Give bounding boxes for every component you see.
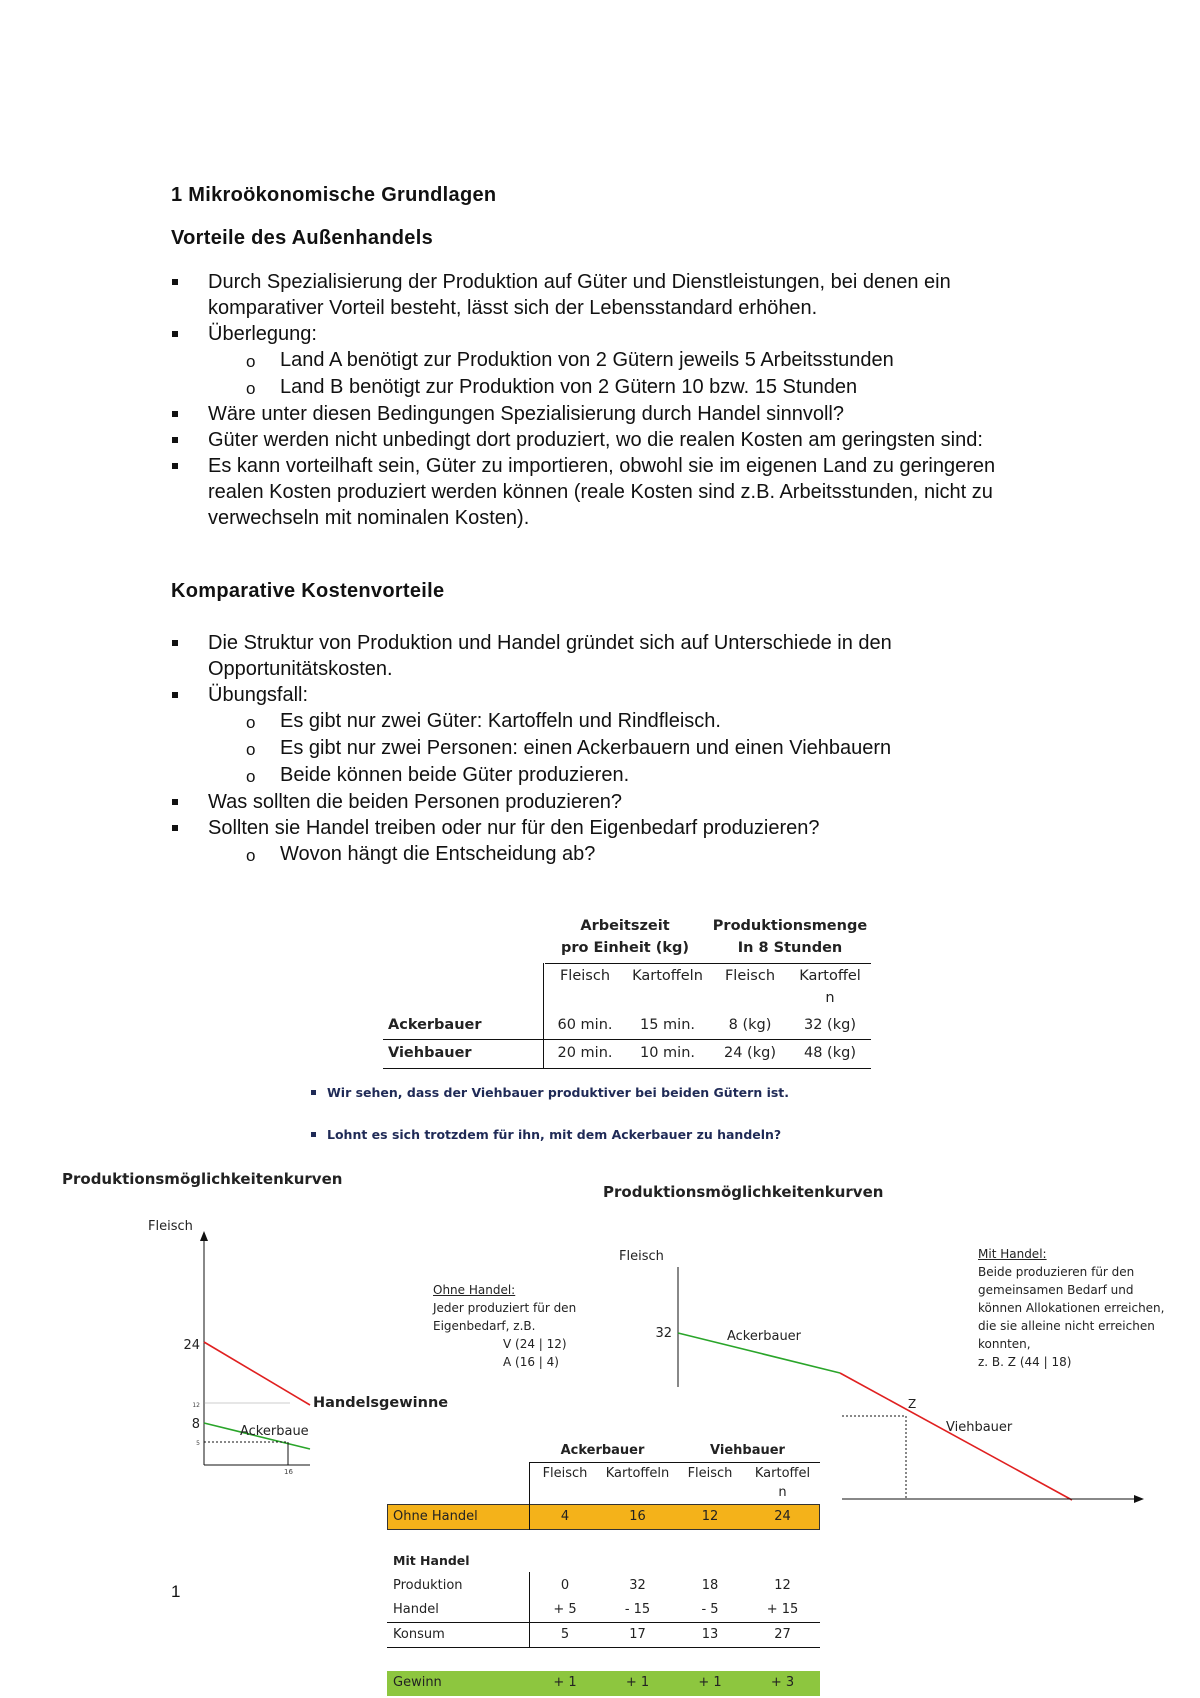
table-cell: 60 min. [557, 1017, 613, 1033]
note-title: Mit Handel: [978, 1247, 1047, 1261]
table-group-header: Viehbauer [710, 1443, 785, 1458]
table-cell: 20 min. [557, 1045, 613, 1061]
table-group-header: Arbeitszeit [580, 918, 670, 934]
table-cell: + 1 [625, 1675, 650, 1690]
table-cell: 15 min. [639, 1017, 695, 1033]
row-label: Konsum [393, 1627, 445, 1642]
sub-bullet-item: o Es gibt nur zwei Personen: einen Ackerbauern und einen Viehbauern [171, 735, 1051, 762]
y-tick-label: 12 [192, 1402, 200, 1409]
row-label: Viehbauer [388, 1045, 472, 1061]
bullet-item: Sollten sie Handel treiben oder nur für den Eigenbedarf produzieren? [171, 815, 1051, 841]
table-cell: 4 [560, 1509, 570, 1524]
table-cell: - 5 [701, 1602, 719, 1617]
annotation-handelsgewinne: Handelsgewinne [313, 1395, 449, 1411]
y-tick-label: 5 [196, 1440, 200, 1447]
table-cell: + 5 [553, 1602, 577, 1617]
table-cell: 13 [701, 1627, 719, 1642]
sub-bullet-item: o Land A benötigt zur Produktion von 2 Gütern jeweils 5 Arbeitsstunden [171, 347, 1051, 374]
table-cell: 12 [701, 1509, 719, 1524]
table-cell: 0 [560, 1578, 570, 1593]
table-cell: 17 [629, 1627, 646, 1642]
mit-handel-label: Mit Handel [393, 1553, 470, 1568]
series-label-ackerbauer: Ackerbauer [727, 1329, 802, 1344]
slide-bullet: Wir sehen, dass der Viehbauer produktiver bei beiden Gütern ist. [327, 1085, 790, 1100]
column-header: Kartoffel [754, 1466, 811, 1481]
table-cell: 16 [629, 1509, 646, 1524]
bullet-item: Es kann vorteilhaft sein, Güter zu importieren, obwohl sie im eigenen Land zu geringeren realen Kosten produziert werden können (reale Kosten sind z.B. Arbeitsstunden, nicht zu verwechseln mit nominalen Kosten). [171, 453, 1051, 531]
y-axis-label: Fleisch [148, 1219, 193, 1234]
note-title: Ohne Handel: [433, 1283, 516, 1297]
table-cell: 18 [701, 1578, 719, 1593]
column-header: Fleisch [687, 1466, 733, 1481]
ppf-chart-left [140, 1215, 320, 1475]
note-line: Jeder produziert für den [433, 1301, 577, 1315]
sub-bullet-item: o Es gibt nur zwei Güter: Kartoffeln und Rindfleisch. [171, 708, 1051, 735]
bullet-item: Überlegung: [171, 321, 1051, 347]
point-label-z: Z [908, 1397, 917, 1411]
row-label: Handel [393, 1602, 439, 1617]
viehbauer-line [840, 1373, 1072, 1500]
row-label: Ohne Handel [393, 1509, 478, 1524]
column-header: Fleisch [542, 1466, 588, 1481]
table-group-subheader: pro Einheit (kg) [560, 940, 690, 956]
chart-title-right: Produktionsmöglichkeitenkurven [603, 1183, 884, 1201]
subheading-aussenhandel: Vorteile des Außenhandels [171, 227, 434, 249]
table-cell: + 3 [770, 1675, 795, 1690]
table-cell: 5 [560, 1627, 570, 1642]
bullet-item: Güter werden nicht unbedingt dort produziert, wo die realen Kosten am geringsten sind: [171, 427, 1051, 453]
note-line: z. B. Z (44 | 18) [978, 1355, 1072, 1369]
table-cell: + 1 [553, 1675, 577, 1690]
note-mit-handel [978, 1245, 1164, 1371]
table-cell: 32 (kg) [804, 1017, 856, 1033]
table-cell: + 15 [766, 1602, 799, 1617]
row-label: Gewinn [393, 1675, 442, 1690]
column-header: Fleisch [559, 968, 611, 984]
table-cell: - 15 [624, 1602, 651, 1617]
table-cell: 10 min. [639, 1045, 695, 1061]
note-line: V (24 | 12) [503, 1337, 567, 1351]
table-cell: 24 (kg) [724, 1045, 776, 1061]
viehbauer-line [204, 1342, 310, 1405]
table-cell: 12 [774, 1578, 791, 1593]
column-header: Kartoffel [799, 968, 861, 984]
row-label: Produktion [393, 1578, 463, 1593]
note-line: können Allokationen erreichen, [978, 1301, 1165, 1315]
column-header: Kartoffeln [605, 1466, 670, 1481]
bullet-list-aussenhandel [171, 269, 1051, 531]
column-header-wrap: n [825, 990, 835, 1006]
table-cell: 48 (kg) [804, 1045, 856, 1061]
slide-bullet: Lohnt es sich trotzdem für ihn, mit dem Ackerbauer zu handeln? [327, 1127, 782, 1142]
table-cell: 24 [774, 1509, 791, 1524]
chart-title-left: Produktionsmöglichkeitenkurven [62, 1170, 343, 1188]
x-axis-arrow [1134, 1495, 1144, 1503]
column-header: Kartoffeln [632, 968, 703, 984]
series-label-viehbauer: Viehbauer [946, 1420, 1013, 1435]
y-axis-label: Fleisch [619, 1249, 664, 1264]
note-line: A (16 | 4) [503, 1355, 559, 1369]
note-line: Eigenbedarf, z.B. [433, 1319, 536, 1333]
sub-bullet-item: o Wovon hängt die Entscheidung ab? [171, 841, 1051, 868]
table-group-header: Ackerbauer [560, 1443, 645, 1458]
table-cell: + 1 [698, 1675, 722, 1690]
page-number: 1 [171, 1582, 181, 1601]
note-line: konnten, [978, 1337, 1031, 1351]
table-cell: 8 (kg) [728, 1017, 772, 1033]
note-line: die sie alleine nicht erreichen [978, 1319, 1155, 1333]
section-heading: 1 Mikroökonomische Grundlagen [171, 184, 497, 206]
table-cell: 32 [629, 1578, 646, 1593]
bullet-item: Übungsfall: [171, 682, 1051, 708]
row-label: Ackerbauer [388, 1017, 482, 1033]
table-group-header: Produktionsmenge [712, 918, 868, 934]
column-header: Fleisch [724, 968, 776, 984]
note-line: Beide produzieren für den [978, 1265, 1135, 1279]
y-axis-arrow [200, 1231, 208, 1241]
note-ohne-handel [433, 1281, 576, 1371]
bullet-item: Die Struktur von Produktion und Handel gründet sich auf Unterschiede in den Opportunitätskosten. [171, 630, 1051, 682]
y-tick-label: 24 [183, 1338, 200, 1353]
note-line: gemeinsamen Bedarf und [978, 1283, 1134, 1297]
bullet-item: Wäre unter diesen Bedingungen Spezialisierung durch Handel sinnvoll? [171, 401, 1051, 427]
table-cell: 27 [774, 1627, 791, 1642]
y-tick-label: 32 [655, 1326, 672, 1341]
y-tick-label: 8 [191, 1417, 200, 1432]
bullet-list-kostenvorteile [171, 630, 1051, 868]
column-header-wrap: n [778, 1485, 787, 1500]
table-group-subheader: In 8 Stunden [737, 940, 843, 956]
sub-bullet-item: o Land B benötigt zur Produktion von 2 Gütern 10 bzw. 15 Stunden [171, 374, 1051, 401]
sub-bullet-item: o Beide können beide Güter produzieren. [171, 762, 1051, 789]
series-label-ackerbauer: Ackerbaue [240, 1424, 309, 1439]
bullet-item: Durch Spezialisierung der Produktion auf Güter und Dienstleistungen, bei denen ein komparativer Vorteil besteht, lässt sich der Lebensstandard erhöhen. [171, 269, 1051, 321]
subheading-kostenvorteile: Komparative Kostenvorteile [171, 580, 445, 602]
x-tick-label: 16 [284, 1468, 293, 1475]
bullet-item: Was sollten die beiden Personen produzieren? [171, 789, 1051, 815]
